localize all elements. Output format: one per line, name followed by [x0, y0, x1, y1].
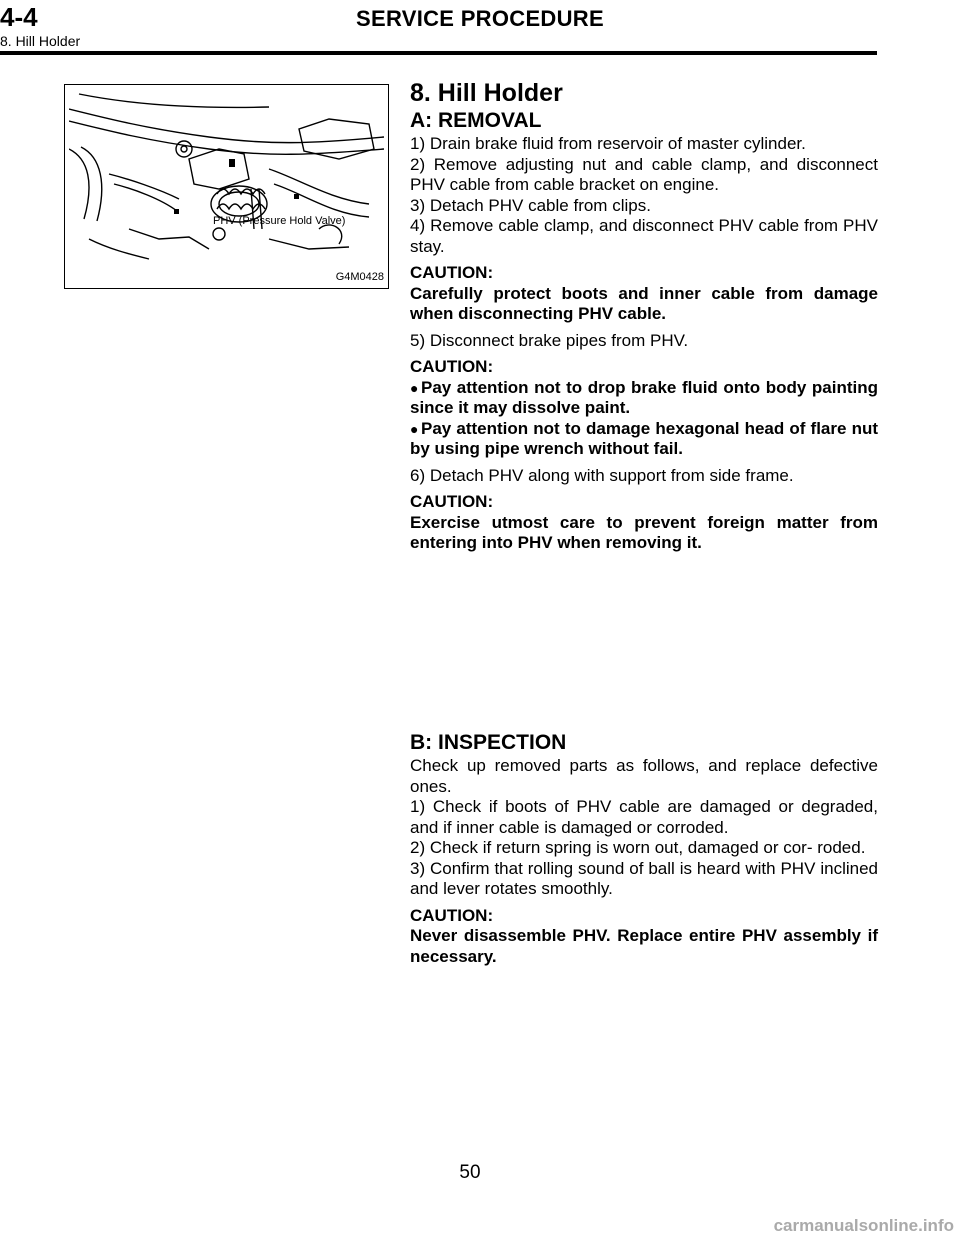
- inspection-section: [410, 730, 878, 967]
- caution-label-2: CAUTION:: [410, 357, 494, 376]
- inspection-caution-label: CAUTION:: [410, 905, 494, 925]
- removal-step-2: 2) Remove adjusting nut and cable clamp, and disconnect PHV cable from cable bracket on engine.: [410, 154, 878, 194]
- hill-holder-figure: [64, 84, 389, 289]
- header-rule: [0, 51, 877, 55]
- section-heading: 8. Hill Holder: [410, 79, 563, 107]
- inspection-step-2: 2) Check if return spring is worn out, damaged or cor- roded.: [410, 838, 866, 857]
- caution-bullet-1: ● Pay attention not to drop brake fluid onto body painting since it may dissolve paint.: [410, 377, 878, 417]
- caution-label-3: CAUTION:: [410, 492, 494, 511]
- removal-step-1: 1) Drain brake fluid from reservoir of master cylinder.: [410, 134, 806, 153]
- section-number: 4-4: [0, 2, 38, 32]
- inspection-heading: B: INSPECTION: [410, 731, 567, 754]
- bullet-icon: ●: [410, 379, 419, 396]
- caution-text-3: Exercise utmost care to prevent foreign matter from entering into PHV when removing it.: [410, 512, 878, 552]
- inspection-intro: Check up removed parts as follows, and replace defective ones.: [410, 756, 878, 796]
- phv-callout: PHV (Pressure Hold Valve): [213, 215, 346, 227]
- engine-bay-illustration: [69, 89, 384, 261]
- inspection-caution-text: Never disassemble PHV. Replace entire PHV assembly if necessary.: [410, 926, 878, 966]
- inspection-step-3: 3) Confirm that rolling sound of ball is heard with PHV inclined and lever rotates smoothly.: [410, 858, 878, 898]
- removal-section: [410, 78, 878, 554]
- removal-step-3: 3) Detach PHV cable from clips.: [410, 195, 651, 215]
- caution-label-1: CAUTION:: [410, 263, 494, 282]
- removal-step-6: 6) Detach PHV along with support from side frame.: [410, 465, 794, 485]
- site-watermark: carmanualsonline.info: [773, 1216, 954, 1235]
- removal-heading: A: REMOVAL: [410, 109, 542, 132]
- bullet-icon: ●: [410, 420, 419, 437]
- page-number: 50: [459, 1162, 481, 1183]
- page-title: SERVICE PROCEDURE: [356, 6, 604, 31]
- removal-step-4: 4) Remove cable clamp, and disconnect PHV cable from PHV stay.: [410, 216, 878, 256]
- figure-code: G4M0428: [335, 271, 384, 283]
- caution-bullet-2: ● Pay attention not to damage hexagonal head of flare nut by using pipe wrench without fail.: [410, 418, 878, 458]
- inspection-step-1: 1) Check if boots of PHV cable are damaged or degraded, and if inner cable is damaged or corroded.: [410, 797, 878, 837]
- caution-text-1: Carefully protect boots and inner cable from damage when disconnecting PHV cable.: [410, 283, 878, 323]
- removal-step-5: 5) Disconnect brake pipes from PHV.: [410, 330, 689, 350]
- page-subtitle: 8. Hill Holder: [0, 33, 81, 49]
